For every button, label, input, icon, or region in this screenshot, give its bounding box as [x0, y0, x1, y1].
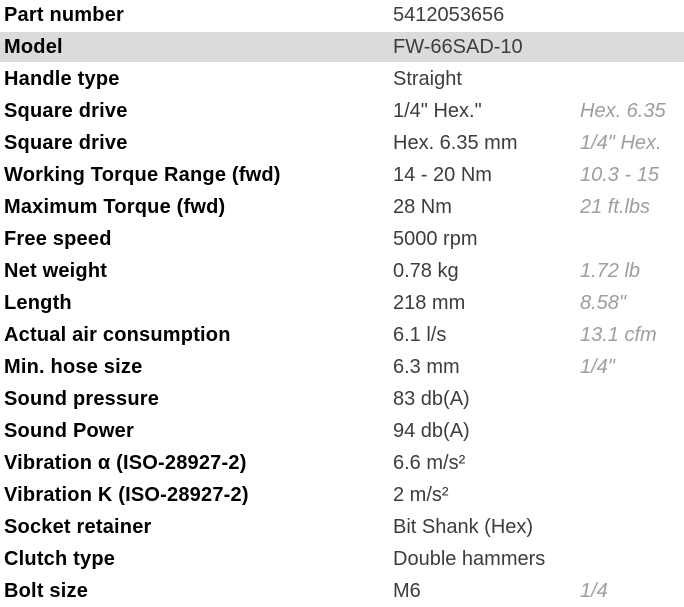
table-row: [0, 0, 684, 32]
spec-row-value-metric: 5412053656: [393, 4, 505, 27]
table-row: [0, 415, 684, 447]
spec-row-label: Sound pressure: [4, 387, 160, 410]
table-row: [0, 351, 684, 383]
spec-row-value-metric: 2 m/s²: [393, 483, 449, 506]
table-row: [0, 447, 684, 479]
spec-row-label: Net weight: [4, 260, 108, 283]
spec-row-value-imperial: 1/4": [580, 355, 615, 378]
spec-row-value-metric: M6: [393, 579, 421, 602]
spec-row-value-metric: Double hammers: [393, 547, 546, 570]
spec-row-label: Bolt size: [4, 579, 89, 602]
spec-row-value-metric: 14 - 20 Nm: [393, 164, 492, 187]
table-row: [0, 256, 684, 288]
spec-row-value-metric: 1/4" Hex.": [393, 100, 482, 123]
spec-row-label: Model: [4, 36, 63, 59]
spec-row-value-imperial: 1/4: [580, 579, 608, 602]
spec-row-value-imperial: 1.72 lb: [580, 260, 641, 283]
spec-row-value-metric: 5000 rpm: [393, 228, 478, 251]
spec-row-label: Socket retainer: [4, 515, 152, 538]
table-row: [0, 96, 684, 128]
table-row-highlighted: [0, 32, 684, 64]
table-row: [0, 64, 684, 96]
table-row: [0, 288, 684, 320]
spec-row-value-metric: 6.6 m/s²: [393, 451, 466, 474]
spec-row-value-imperial: 21 ft.lbs: [580, 196, 651, 219]
spec-row-value-imperial: 8.58": [580, 291, 627, 314]
spec-row-value-metric: FW-66SAD-10: [393, 36, 523, 59]
spec-row-value-imperial: Hex. 6.35: [580, 100, 666, 123]
spec-row-label: Square drive: [4, 132, 128, 155]
spec-row-value-imperial: 1/4" Hex.: [580, 132, 662, 155]
table-row: [0, 224, 684, 256]
spec-row-label: Min. hose size: [4, 355, 143, 378]
table-row: [0, 383, 684, 415]
spec-row-label: Free speed: [4, 228, 112, 251]
spec-row-label: Vibration α (ISO-28927-2): [4, 451, 247, 474]
spec-row-label: Sound Power: [4, 419, 134, 442]
spec-row-value-metric: Bit Shank (Hex): [393, 515, 534, 538]
spec-row-value-metric: 218 mm: [393, 291, 466, 314]
table-row: [0, 543, 684, 575]
spec-row-value-imperial: 10.3 - 15: [580, 164, 659, 187]
spec-row-label: Actual air consumption: [4, 323, 231, 346]
table-row: [0, 160, 684, 192]
table-row: [0, 128, 684, 160]
spec-row-label: Part number: [4, 4, 125, 27]
spec-row-value-imperial: 13.1 cfm: [580, 323, 657, 346]
spec-row-value-metric: Straight: [393, 68, 462, 91]
spec-row-value-metric: 0.78 kg: [393, 260, 459, 283]
spec-row-value-metric: 83 db(A): [393, 387, 470, 410]
spec-row-label: Length: [4, 291, 72, 314]
spec-row-value-metric: 6.3 mm: [393, 355, 460, 378]
spec-row-value-metric: 6.1 l/s: [393, 323, 447, 346]
spec-row-label: Square drive: [4, 100, 128, 123]
table-row: [0, 479, 684, 511]
table-row: [0, 192, 684, 224]
spec-row-value-metric: 94 db(A): [393, 419, 470, 442]
spec-row-label: Vibration K (ISO-28927-2): [4, 483, 249, 506]
spec-row-label: Maximum Torque (fwd): [4, 196, 226, 219]
spec-row-label: Clutch type: [4, 547, 116, 570]
spec-row-value-metric: Hex. 6.35 mm: [393, 132, 518, 155]
spec-row-label: Working Torque Range (fwd): [4, 164, 281, 187]
table-row: [0, 319, 684, 351]
spec-row-label: Handle type: [4, 68, 120, 91]
table-row: [0, 575, 684, 607]
spec-row-value-metric: 28 Nm: [393, 196, 452, 219]
table-row: [0, 511, 684, 543]
